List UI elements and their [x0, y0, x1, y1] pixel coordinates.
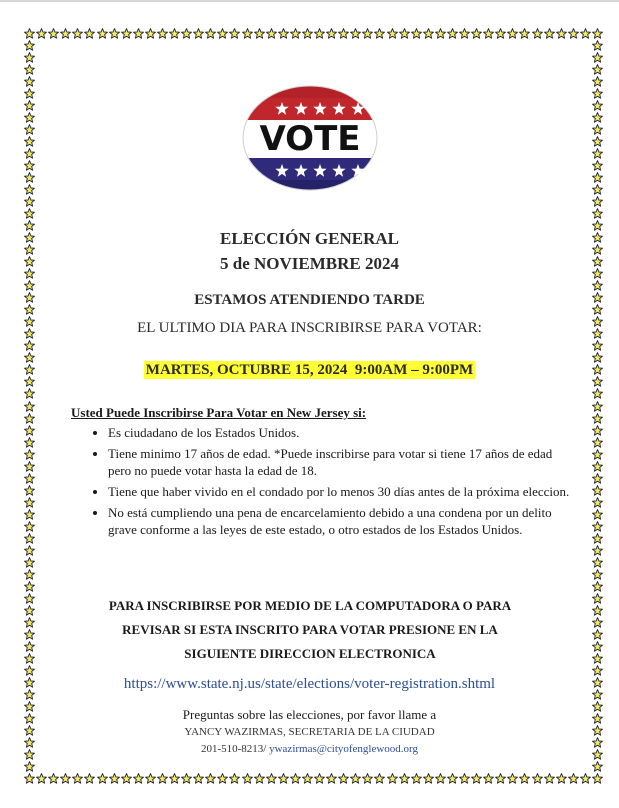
star-icon: [145, 28, 156, 39]
election-title: ELECCIÓN GENERAL: [219, 229, 399, 248]
star-icon: [532, 773, 543, 784]
star-icon: [24, 100, 35, 111]
star-icon: [592, 521, 603, 532]
star-icon: [423, 28, 434, 39]
star-icon: [24, 280, 35, 291]
star-icon: [121, 773, 132, 784]
star-icon: [24, 569, 35, 580]
star-icon: [592, 557, 603, 568]
star-icon: [24, 88, 35, 99]
star-icon: [24, 641, 35, 652]
star-icon: [24, 533, 35, 544]
star-icon: [350, 773, 361, 784]
star-icon: [193, 773, 204, 784]
star-icon: [169, 28, 180, 39]
star-icon: [242, 773, 253, 784]
star-icon: [84, 28, 95, 39]
star-icon: [205, 773, 216, 784]
star-icon: [592, 136, 603, 147]
star-icon: [24, 160, 35, 171]
star-icon: [24, 64, 35, 75]
star-icon: [314, 28, 325, 39]
star-icon: [326, 773, 337, 784]
cta-line-1: PARA INSCRIBIRSE POR MEDIO DE LA COMPUTADORA O PARA: [108, 598, 512, 613]
list-item: • No está cumpliendo una pena de encarcelamiento debido a una condena por un delito grave conforme a las leyes de este estado, o otro estados de los Estados Unidos.: [108, 504, 578, 538]
star-icon: [447, 773, 458, 784]
star-icon: [592, 425, 603, 436]
star-icon: [133, 773, 144, 784]
star-icon: [24, 485, 35, 496]
requirements-title: Usted Puede Inscribirse Para Votar en New Jersey si:: [71, 405, 367, 420]
star-icon: [592, 100, 603, 111]
star-icon: [592, 449, 603, 460]
star-icon: [592, 509, 603, 520]
star-icon: [338, 28, 349, 39]
star-icon: [24, 617, 35, 628]
star-icon: [266, 773, 277, 784]
star-icon: [592, 545, 603, 556]
star-icon: [24, 124, 35, 135]
star-icon: [592, 280, 603, 291]
list-item: • Tiene minimo 17 años de edad. *Puede inscribirse para votar si tiene 17 años de edad pero no puede votar hasta la edad de 18.: [108, 445, 578, 479]
star-icon: [592, 172, 603, 183]
registration-link-row: [0, 675, 619, 693]
star-icon: [24, 761, 35, 772]
star-icon: [435, 773, 446, 784]
star-icon: [24, 40, 35, 51]
star-icon: [592, 388, 603, 399]
star-icon: [592, 773, 603, 784]
star-icon: [109, 773, 120, 784]
star-icon: [592, 533, 603, 544]
star-icon: [157, 773, 168, 784]
star-icon: [568, 28, 579, 39]
star-icon: [109, 28, 120, 39]
star-icon: [592, 581, 603, 592]
star-icon: [24, 581, 35, 592]
star-icon: [592, 593, 603, 604]
star-icon: [24, 340, 35, 351]
star-icon: [24, 112, 35, 123]
star-icon: [314, 773, 325, 784]
star-icon: [48, 773, 59, 784]
star-icon: [133, 28, 144, 39]
star-icon: [387, 773, 398, 784]
star-icon: [507, 28, 518, 39]
star-icon: [459, 773, 470, 784]
star-icon: [302, 28, 313, 39]
star-icon: [157, 28, 168, 39]
star-icon: [205, 28, 216, 39]
star-icon: [169, 773, 180, 784]
star-icon: [447, 28, 458, 39]
star-icon: [24, 172, 35, 183]
star-icon: [24, 401, 35, 412]
star-icon: [411, 28, 422, 39]
footer-contact-name: YANCY WAZIRMAS, SECRETARIA DE LA CIUDAD: [184, 726, 435, 738]
star-icon: [181, 773, 192, 784]
star-icon: [24, 773, 35, 784]
star-icon: [592, 401, 603, 412]
star-icon: [290, 28, 301, 39]
star-icon: [592, 473, 603, 484]
footer-question: Preguntas sobre las elecciones, por favor llame a: [182, 707, 437, 722]
star-icon: [580, 773, 591, 784]
star-icon: [24, 449, 35, 460]
star-icon: [374, 773, 385, 784]
star-icon: [266, 28, 277, 39]
star-icon: [181, 28, 192, 39]
star-icon: [471, 28, 482, 39]
star-icon: [374, 28, 385, 39]
list-item: • Es ciudadano de los Estados Unidos.: [108, 424, 578, 441]
star-icon: [592, 437, 603, 448]
star-icon: [592, 112, 603, 123]
star-icon: [24, 653, 35, 664]
star-icon: [592, 340, 603, 351]
star-icon: [592, 413, 603, 424]
star-icon: [411, 773, 422, 784]
star-icon: [544, 28, 555, 39]
star-icon: [459, 28, 470, 39]
star-icon: [399, 773, 410, 784]
star-icon: [592, 641, 603, 652]
star-icon: [592, 485, 603, 496]
star-icon: [423, 773, 434, 784]
star-icon: [48, 28, 59, 39]
star-icon: [24, 136, 35, 147]
star-icon: [254, 28, 265, 39]
star-icon: [121, 28, 132, 39]
list-item: • Tiene que haber vivido en el condado por lo menos 30 días antes de la próxima eleccion.: [108, 483, 578, 500]
star-icon: [302, 773, 313, 784]
star-icon: [193, 28, 204, 39]
star-icon: [24, 388, 35, 399]
requirements-list: [89, 424, 578, 542]
star-icon: [24, 593, 35, 604]
star-icon: [483, 773, 494, 784]
star-icon: [592, 28, 603, 39]
star-icon: [568, 773, 579, 784]
star-icon: [592, 196, 603, 207]
star-icon: [592, 184, 603, 195]
star-icon: [97, 28, 108, 39]
star-icon: [24, 497, 35, 508]
star-icon: [495, 773, 506, 784]
star-icon: [242, 28, 253, 39]
star-icon: [556, 773, 567, 784]
star-icon: [556, 28, 567, 39]
registration-link[interactable]: https://www.state.nj.us/state/elections/voter-registration.shtml: [123, 676, 496, 692]
star-icon: [544, 773, 555, 784]
star-icon: [362, 773, 373, 784]
star-icon: [24, 184, 35, 195]
star-icon: [592, 629, 603, 640]
vote-badge: [241, 84, 379, 192]
star-icon: [60, 28, 71, 39]
star-icon: [592, 461, 603, 472]
star-icon: [592, 40, 603, 51]
star-icon: [24, 521, 35, 532]
star-icon: [592, 76, 603, 87]
star-icon: [254, 773, 265, 784]
star-icon: [592, 497, 603, 508]
star-icon: [278, 773, 289, 784]
star-icon: [592, 52, 603, 63]
star-icon: [24, 509, 35, 520]
star-icon: [362, 28, 373, 39]
star-icon: [387, 28, 398, 39]
star-icon: [60, 773, 71, 784]
star-icon: [338, 773, 349, 784]
star-icon: [399, 28, 410, 39]
star-icon: [84, 773, 95, 784]
star-icon: [24, 413, 35, 424]
deadline-label: EL ULTIMO DIA PARA INSCRIBIRSE PARA VOTAR:: [137, 320, 482, 336]
top-divider: [0, 0, 619, 2]
star-icon: [290, 773, 301, 784]
star-icon: [36, 773, 47, 784]
footer-email-link[interactable]: ywazirmas@cityofenglewood.org: [269, 743, 419, 755]
star-icon: [24, 557, 35, 568]
star-icon: [278, 28, 289, 39]
star-icon: [24, 28, 35, 39]
star-icon: [24, 461, 35, 472]
star-icon: [483, 28, 494, 39]
cta-line-3: SIGUIENTE DIRECCION ELECTRONICA: [184, 646, 436, 661]
star-icon: [592, 148, 603, 159]
star-icon: [592, 617, 603, 628]
star-icon: [507, 773, 518, 784]
star-icon: [24, 629, 35, 640]
star-icon: [217, 773, 228, 784]
star-icon: [24, 196, 35, 207]
star-icon: [24, 76, 35, 87]
star-icon: [592, 124, 603, 135]
star-icon: [592, 160, 603, 171]
star-icon: [592, 64, 603, 75]
star-icon: [435, 28, 446, 39]
star-icon: [24, 52, 35, 63]
star-icon: [145, 773, 156, 784]
star-icon: [580, 28, 591, 39]
star-icon: [217, 28, 228, 39]
star-icon: [36, 28, 47, 39]
star-icon: [592, 208, 603, 219]
star-icon: [229, 28, 240, 39]
star-icon: [592, 569, 603, 580]
star-icon: [97, 773, 108, 784]
vote-badge-icon: [241, 84, 379, 192]
cta-line-2: REVISAR SI ESTA INSCRITO PARA VOTAR PRESIONE EN LA: [122, 622, 498, 637]
star-icon: [24, 208, 35, 219]
star-icon: [592, 761, 603, 772]
star-icon: [495, 28, 506, 39]
star-icon: [350, 28, 361, 39]
star-icon: [229, 773, 240, 784]
star-icon: [326, 28, 337, 39]
star-icon: [24, 605, 35, 616]
star-icon: [592, 653, 603, 664]
star-icon: [519, 773, 530, 784]
deadline-highlight: MARTES, OCTUBRE 15, 2024 9:00AM – 9:00PM: [145, 362, 474, 378]
star-icon: [592, 88, 603, 99]
star-icon: [24, 425, 35, 436]
election-date: 5 de NOVIEMBRE 2024: [220, 254, 399, 273]
footer-contact-row: [0, 743, 619, 755]
deadline-row: [0, 361, 619, 379]
star-icon: [592, 605, 603, 616]
star-icon: [72, 773, 83, 784]
svg-text:VOTE: VOTE: [259, 119, 361, 159]
star-icon: [24, 545, 35, 556]
footer-phone: 201-510-8213/: [200, 743, 267, 755]
star-icon: [24, 473, 35, 484]
star-icon: [24, 148, 35, 159]
star-icon: [24, 437, 35, 448]
star-icon: [532, 28, 543, 39]
star-icon: [471, 773, 482, 784]
star-icon: [519, 28, 530, 39]
late-hours-heading: ESTAMOS ATENDIENDO TARDE: [194, 292, 425, 308]
star-icon: [72, 28, 83, 39]
